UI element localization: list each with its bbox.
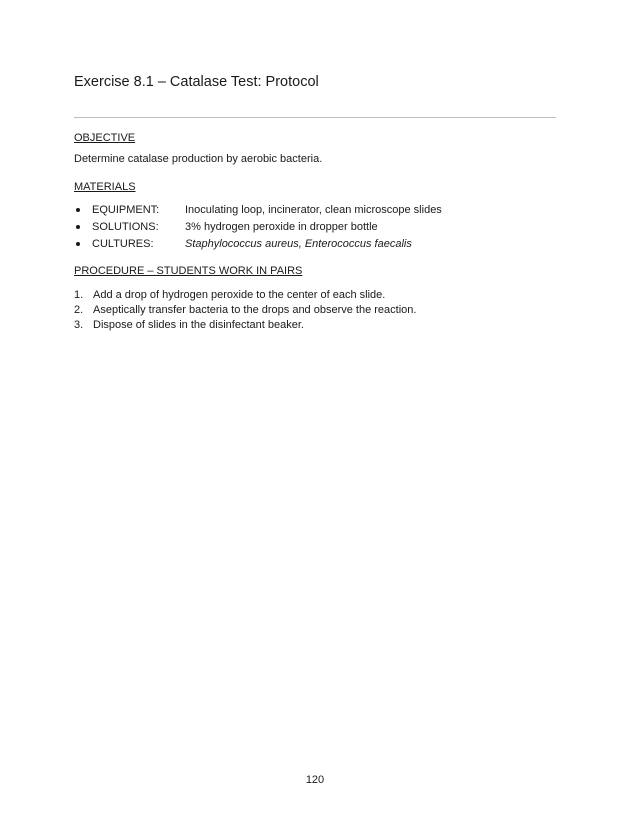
materials-heading: MATERIALS	[74, 181, 136, 193]
objective-heading: OBJECTIVE	[74, 132, 136, 144]
list-item	[74, 317, 416, 332]
procedure-heading: PROCEDURE – STUDENTS WORK IN PAIRS	[74, 265, 303, 277]
step-text: Dispose of slides in the disinfectant beaker.	[93, 318, 304, 331]
material-value: 3% hydrogen peroxide in dropper bottle	[185, 220, 378, 233]
title-divider	[74, 117, 556, 118]
objective-text: Determine catalase production by aerobic bacteria.	[74, 153, 323, 165]
bullet-icon	[76, 242, 80, 246]
step-text: Aseptically transfer bacteria to the drops and observe the reaction.	[93, 303, 417, 316]
list-item	[74, 287, 416, 302]
step-text: Add a drop of hydrogen peroxide to the center of each slide.	[93, 288, 386, 301]
material-label: EQUIPMENT:	[92, 203, 160, 216]
list-item	[74, 235, 442, 252]
bullet-icon	[76, 208, 80, 212]
page-number: 120	[305, 774, 325, 786]
material-label: CULTURES:	[92, 237, 154, 250]
list-item	[74, 302, 416, 317]
materials-list	[74, 201, 442, 252]
list-item	[74, 201, 442, 218]
page-title: Exercise 8.1 – Catalase Test: Protocol	[74, 74, 319, 90]
procedure-steps	[74, 287, 416, 332]
list-item	[74, 218, 442, 235]
material-label: SOLUTIONS:	[92, 220, 159, 233]
step-number: 2.	[74, 303, 84, 316]
step-number: 1.	[74, 288, 84, 301]
material-value: Staphylococcus aureus, Enterococcus faecalis	[185, 237, 412, 250]
material-value: Inoculating loop, incinerator, clean microscope slides	[185, 203, 442, 216]
bullet-icon	[76, 225, 80, 229]
step-number: 3.	[74, 318, 84, 331]
